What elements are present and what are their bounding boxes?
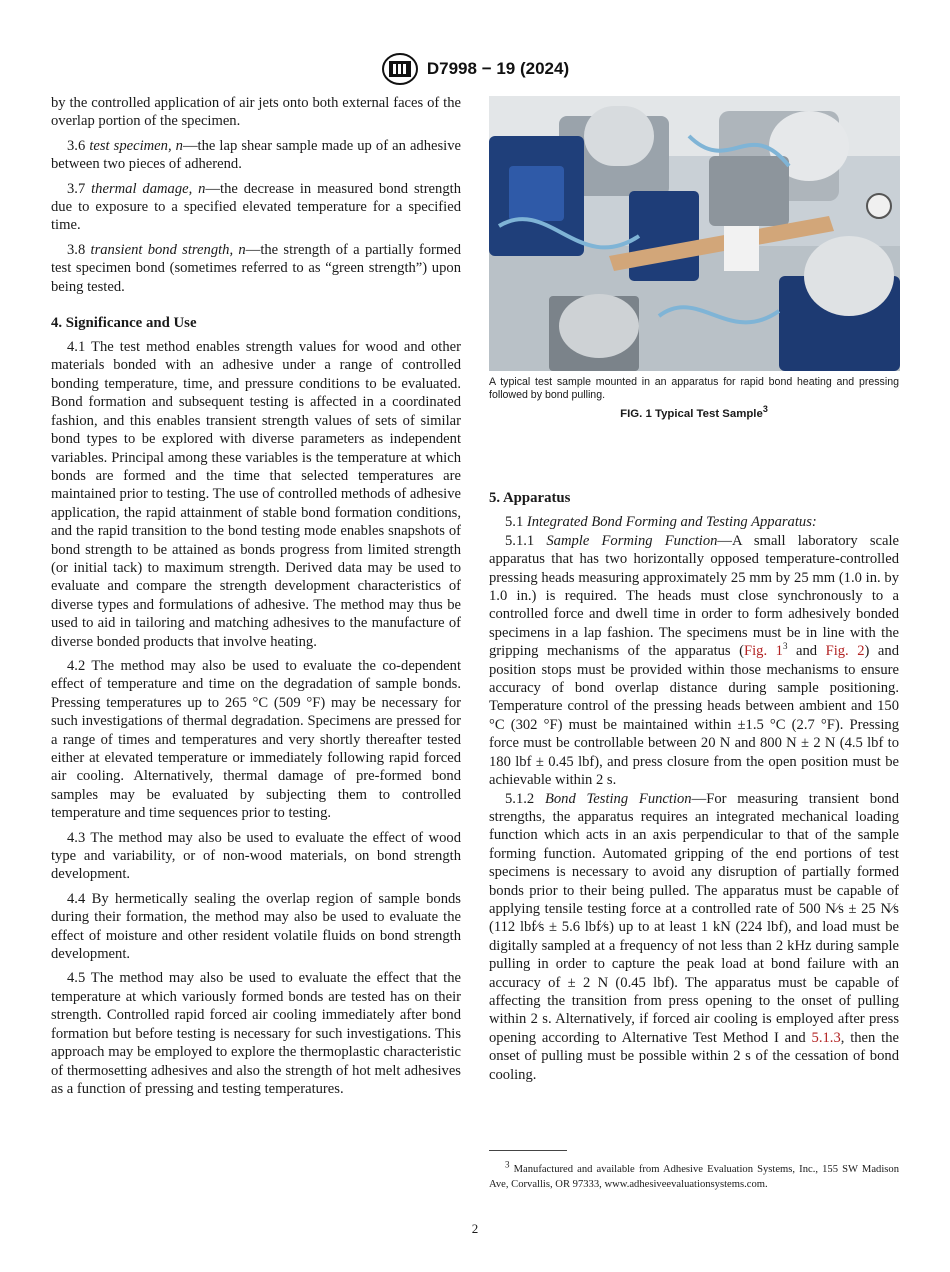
fig-2-link[interactable]: Fig. 2: [825, 643, 865, 660]
paragraph-5-1-1: 5.1.1 Sample Forming Function—A small laboratory scale apparatus that has two horizontally opposed temperature-controlled pressing heads measuring approximately 25 mm by 25 mm (1.0 in. by 1.0 in.) is required. The heads must close synchronously to a controlled force and dwell time in order to form adhesively bonded specimens in a lap fashion. The specimens must be in line with the gripping mechanisms of the apparatus (Fig. $1^3$ and Fig. 2) and position stops must be provided within those mechanisms to ensure accuracy of bond overlap distance during sample positioning. Temperature control of the pressing heads between ambient and 150 °C (302 °F) must be maintained within ±1.5 °C (2.7 °F). Pressing force must be controllable between 20 N and 800 N ± 2 N (4.5 lbf to 180 lbf ± 0.45 lbf), and press closure from the open position must be achievable within 2 s.: [489, 532, 900, 789]
figure-label: FIG. 1 Typical Test Sample$^3$: [620, 404, 768, 420]
page-number: 2: [471, 1221, 479, 1236]
footnote-divider: [489, 1150, 567, 1151]
paragraph-5-1-2: 5.1.2 Bond Testing Function—For measuring transient bond strengths, the apparatus requires an integrated mechanical loading function which acts in an axis perpendicular to that of the sample forming function. Automated gripping of the end portions of test specimens is necessary to avoid any disruption of partially formed bonds prior to their being pulled. The apparatus must be capable of applying tensile testing force at a controlled rate of 500 N⁄s ± 25 N⁄s (112 lbf⁄s ± 5.6 lbf⁄s) up to at least 1 kN (224 lbf), and load must be digitally sampled at a frequency of not less than 2 kHz during sample pulling in order to capture the peak load at bond failure with an accuracy of ± 2 N (0.45 lbf). The apparatus must be capable of affecting the transition from press opening to the onset of pulling within 2 s. Alternatively, if forced air cooling is employed after press opening according to Alternative Test Method I and 5.1.3, then the onset of pulling must be possible within 2 s of the cessation of bond cooling.: [489, 790, 899, 1083]
definition-3-8: 3.8 transient bond strength, n—the strength of a partially formed test specimen bond (sometimes referred to as “green strength”) upon being tested.: [51, 241, 461, 295]
paragraph-continuation: by the controlled application of air jets onto both external faces of the overlap portion of the specimen.: [51, 95, 461, 130]
section-5-1-3-link[interactable]: 5.1.3: [811, 1029, 841, 1046]
paragraph-4-1: 4.1 The test method enables strength values for wood and other materials bonded with an adhesive under a range of controlled bonding temperature, time, and pressure conditions to be evaluated. Bond formation and subsequent testing is affected in a coordinated fashion, and this enables transient strength values of sets of similar bond types to be explored with diverse parameters as independent variables. Principal among these variables is the temperature at which bonds are formed and the time that selected temperatures are maintained prior to testing. The use of controlled methods of adhesive application, the rapid attainment of stable bond formation conditions, and the rapid transition to the bond testing mode enables snapshots of bond strength to be attained as bonds progress from limited strength (or initial tack) to maximum strength. Derived data may be used to evaluate and compare the strength development characteristics of diverse types and formulations of adhesive. The method may thus be used to aid in tailoring and matching adhesives to the manufacture of diverse bonded products that involve heating.: [51, 339, 461, 650]
term: thermal damage, n: [91, 180, 206, 197]
paragraph-4-5: 4.5 The method may also be used to evaluate the effect that the temperature at which variously formed bonds are tested has on their strength. Controlled rapid forced air cooling immediately after bond formation but before testing is necessary for such investigations. This approach may be employed to explore the thermoplastic characteristic of thermosetting adhesives and also the strength of hot melt adhesives as a function of pressing and testing temperatures.: [51, 970, 461, 1097]
right-column: [489, 96, 899, 1084]
figure-caption: A typical test sample mounted in an apparatus for rapid bond heating and pressing followed by bond pulling.: [489, 376, 899, 401]
page-header: [0, 52, 950, 86]
paragraph-5-1: 5.1 Integrated Bond Forming and Testing Apparatus:: [505, 514, 817, 531]
definition-3-6: 3.6 test specimen, n—the lap shear sample made up of an adhesive between two pieces of adherend.: [51, 137, 462, 173]
section-heading-5: 5. Apparatus: [489, 490, 571, 507]
paragraph-4-3: 4.3 The method may also be used to evaluate the effect of wood type and variability, or of non-wood materials, on bond strength development.: [51, 829, 461, 883]
astm-logo-icon: [381, 52, 419, 86]
figure-1-photo: [489, 96, 900, 371]
term: transient bond strength, n: [90, 241, 246, 258]
fig-1-link[interactable]: Fig. 1: [744, 643, 783, 660]
section-heading-4: 4. Significance and Use: [51, 315, 197, 332]
footnote-3: $^3$ Manufactured and available from Adhesive Evaluation Systems, Inc., 155 SW Madison Ave, Corvallis, OR 97333, www.adhesiveevaluationsystems.com.: [489, 1159, 899, 1190]
paragraph-4-2: 4.2 The method may also be used to evaluate the co-dependent effect of temperature and time on the degradation of sample bonds. Pressing temperatures up to 265 °C (509 °F) may be necessary for such investigations of thermal degradation. Specimens are pressed for a range of times and temperatures and very shortly thereafter tested either at elevated temperature or immediately following rapid forced air cooling. Alternatively, thermal damage of pre-formed bond samples may be evaluated by subjecting them to controlled temperature and time sequences prior to testing.: [51, 657, 461, 822]
left-column: [51, 94, 461, 1104]
document-designation: D7998 − 19 (2024): [426, 59, 570, 78]
apparatus-photo-illustration: [489, 96, 900, 371]
term: test specimen, n: [89, 137, 183, 154]
paragraph-4-4: 4.4 By hermetically sealing the overlap region of sample bonds during their formation, the method may also be used to evaluate the effect of moisture and other resident volatile fluids on bond strength development.: [51, 890, 461, 963]
definition-3-7: 3.7 thermal damage, n—the decrease in measured bond strength due to exposure to a specified elevated temperature for a specified time.: [51, 180, 461, 234]
